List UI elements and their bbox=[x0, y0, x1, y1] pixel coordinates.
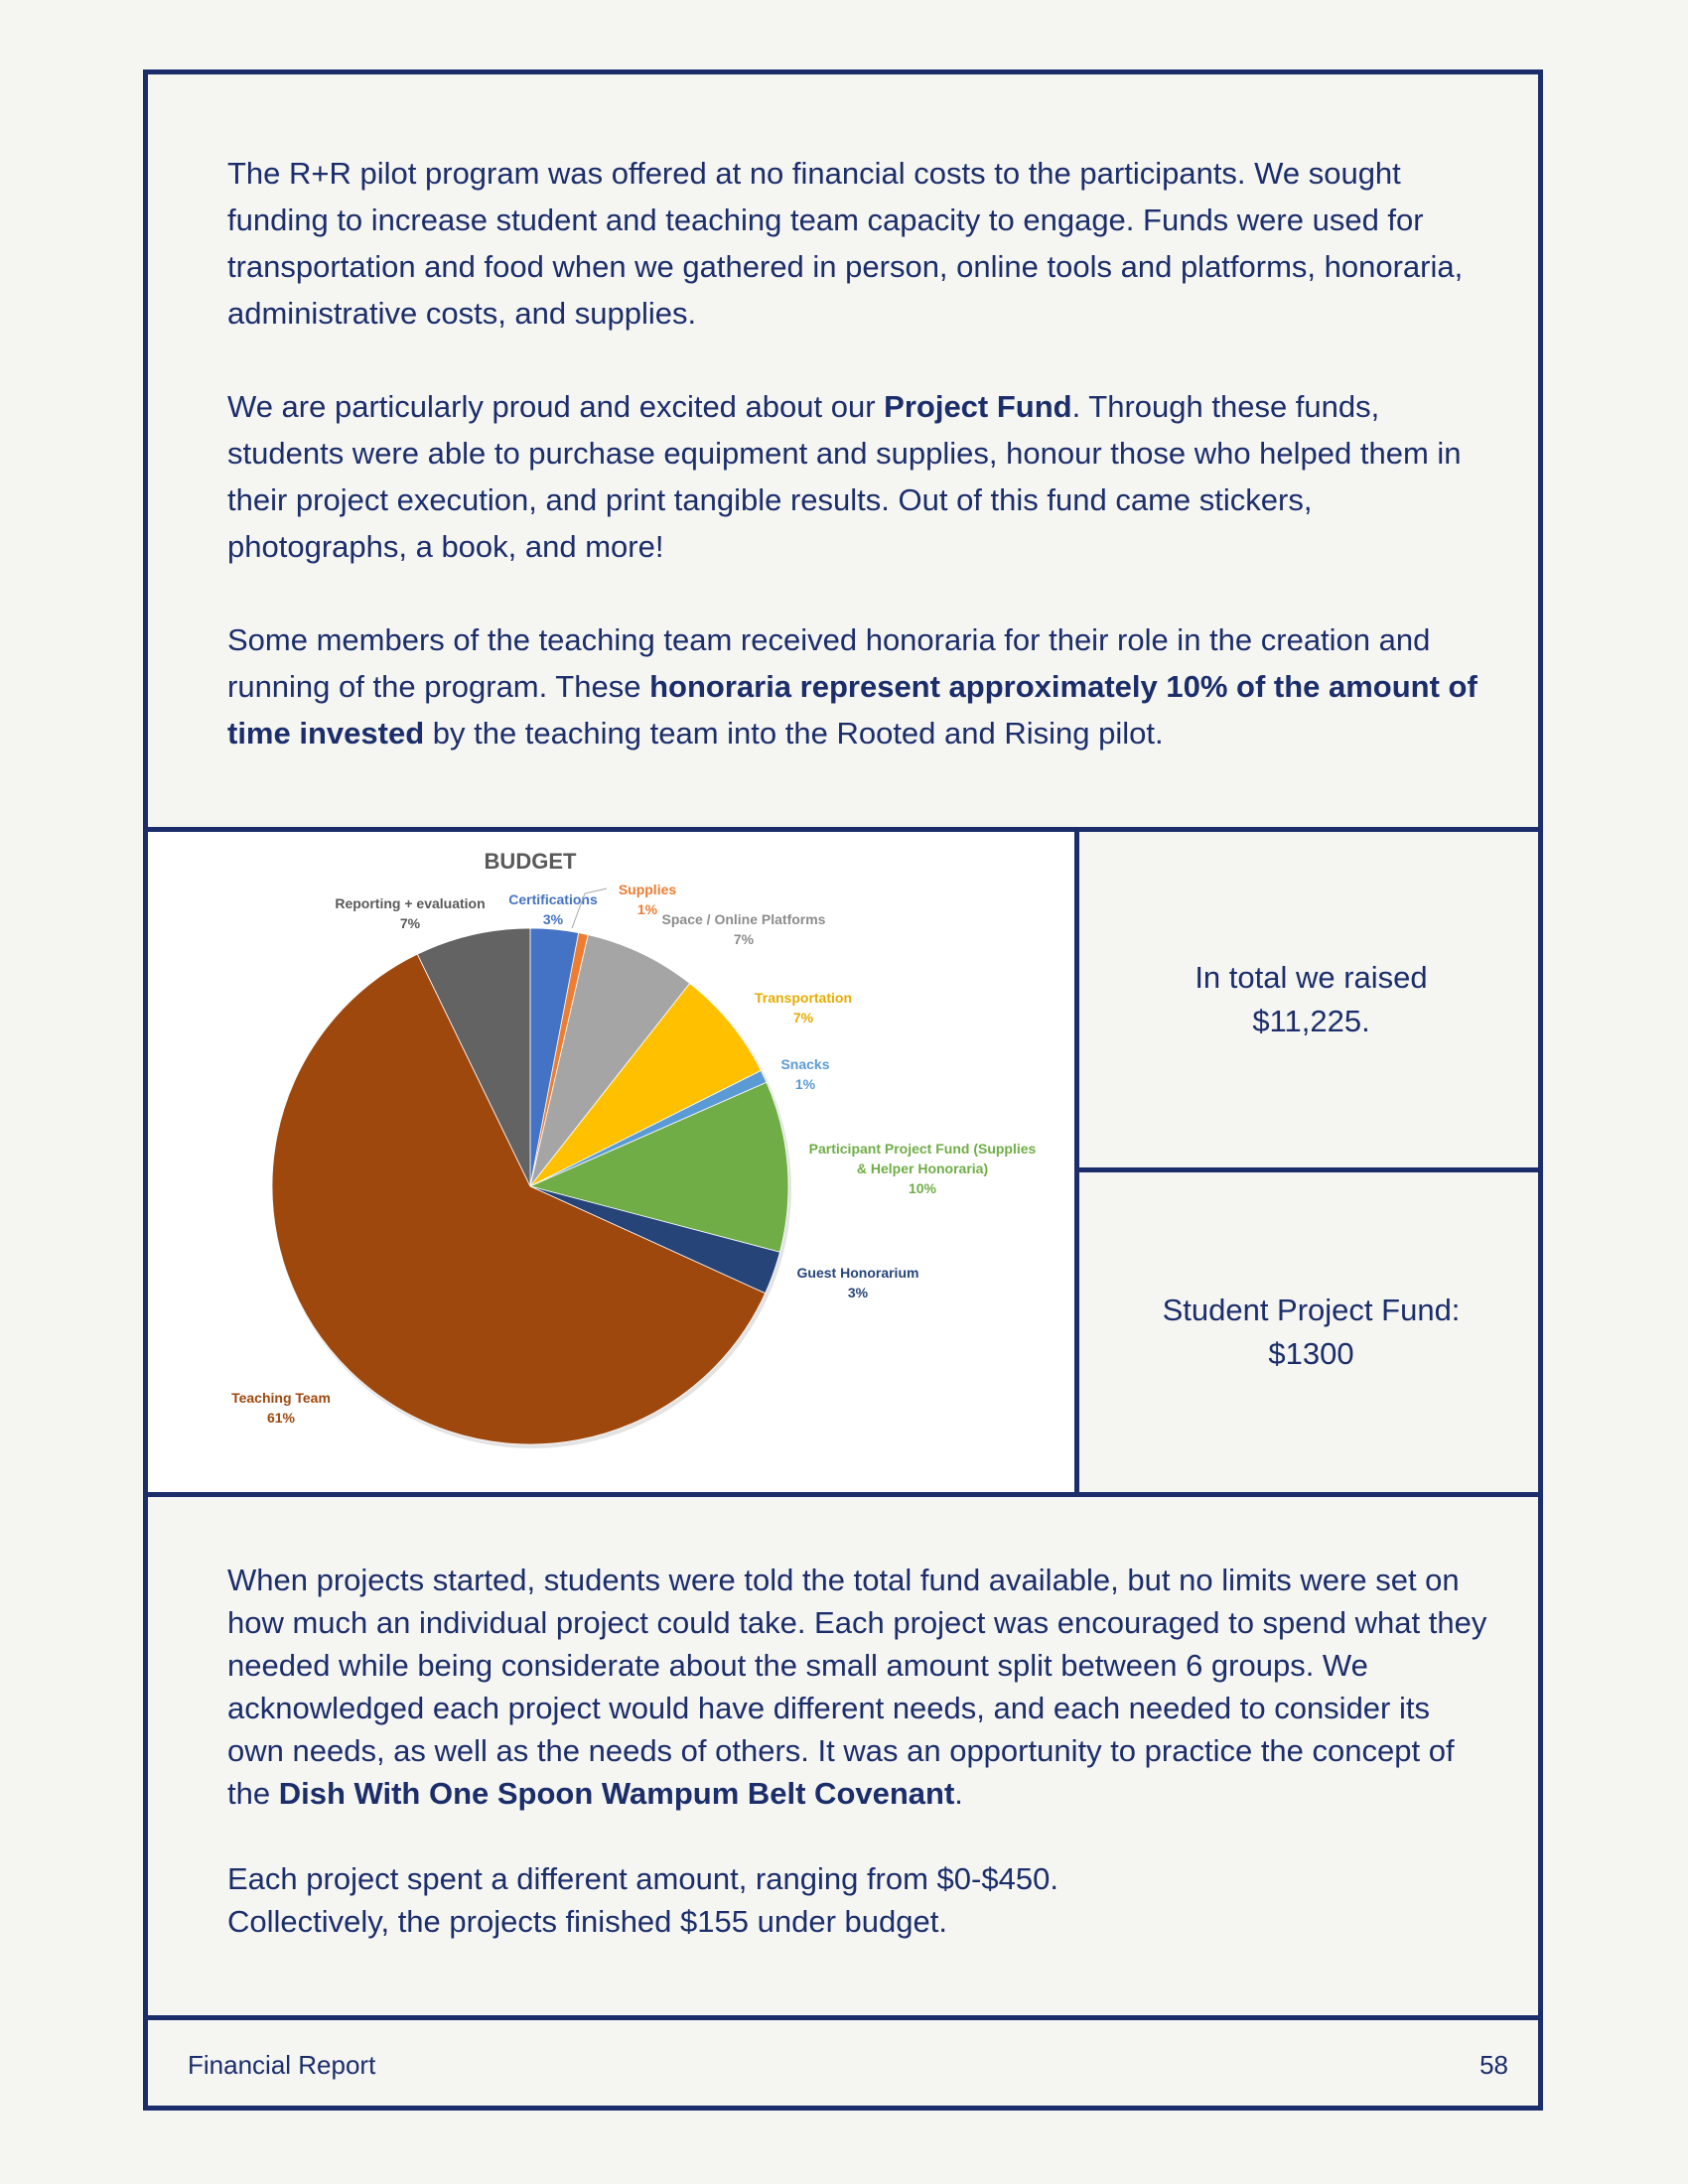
divider-middle bbox=[148, 1492, 1538, 1497]
divider-footer bbox=[148, 2015, 1538, 2020]
outro-paragraph-2 bbox=[227, 1857, 1488, 1943]
project-fund-emphasis: Project Fund bbox=[884, 389, 1072, 424]
outro-section bbox=[227, 1559, 1488, 1943]
pie-label-participant-project-fund-supplies-helper-honoraria: Participant Project Fund (Supplies & Helper Honoraria) 10% bbox=[808, 1141, 1037, 1196]
under-budget-text: Collectively, the projects finished $155 under budget. bbox=[227, 1904, 947, 1939]
pie-label-teaching-team: Teaching Team 61% bbox=[231, 1390, 331, 1426]
pie-label-supplies: Supplies 1% bbox=[618, 882, 677, 917]
pie-label-guest-honorarium: Guest Honorarium 3% bbox=[796, 1265, 919, 1300]
total-raised-text: In total we raised $11,225. bbox=[1195, 960, 1428, 1038]
pie-label-snacks: Snacks 1% bbox=[780, 1056, 830, 1092]
page-frame bbox=[143, 69, 1543, 2111]
total-raised-box bbox=[1079, 832, 1543, 1167]
footer-label: Financial Report bbox=[188, 2050, 376, 2080]
covenant-emphasis: Dish With One Spoon Wampum Belt Covenant bbox=[278, 1776, 955, 1811]
chart-title: BUDGET bbox=[484, 849, 577, 874]
page-number: 58 bbox=[1479, 2050, 1508, 2080]
pie-label-certifications: Certifications 3% bbox=[508, 891, 598, 927]
pie-label-reporting-evaluation: Reporting + evaluation 7% bbox=[335, 895, 486, 931]
intro-paragraph-2: We are particularly proud and excited about our Project Fund. Through these funds, students were able to purchase equipment and supplies, honour those who helped them in their project execution, and print tangible results. Out of this fund came stickers, photographs, a book, and more! bbox=[227, 389, 1462, 564]
budget-pie-chart bbox=[148, 832, 1074, 1492]
pie-label-transportation: Transportation 7% bbox=[754, 990, 853, 1025]
intro-paragraph-3: Some members of the teaching team received honoraria for their role in the creation and running of the program. These honoraria represent approximately 10% of the amount of time invested by the teaching team into the Rooted and Rising pilot. bbox=[227, 622, 1477, 751]
pie-label-space-online-platforms: Space / Online Platforms 7% bbox=[661, 911, 826, 947]
student-fund-label: Student Project Fund: bbox=[1162, 1293, 1461, 1327]
spending-range-text: Each project spent a different amount, ranging from $0-$450. bbox=[227, 1861, 1058, 1896]
student-fund-value: $1300 bbox=[1268, 1336, 1354, 1371]
intro-paragraph-1: The R+R pilot program was offered at no financial costs to the participants. We sought funding to increase student and teaching team capacity to engage. Funds were used for transportation and food when we gathered in person, online tools and platforms, honoraria, administrative costs, and supplies. bbox=[227, 156, 1464, 331]
budget-chart bbox=[148, 832, 1074, 1492]
honoraria-emphasis: honoraria represent approximately 10% of the amount of time invested bbox=[227, 669, 1477, 751]
intro-section bbox=[227, 150, 1488, 756]
student-fund-box bbox=[1079, 1172, 1543, 1492]
outro-paragraph-1: When projects started, students were told the total fund available, but no limits were set on how much an individual project could take. Each project was encouraged to spend what they needed while being considerate about the small amount split between 6 groups. We acknowledged each project would have different needs, and each needed to consider its own needs, as well as the needs of others. It was an opportunity to practice the concept of the Dish With One Spoon Wampum Belt Covenant. bbox=[227, 1563, 1487, 1811]
